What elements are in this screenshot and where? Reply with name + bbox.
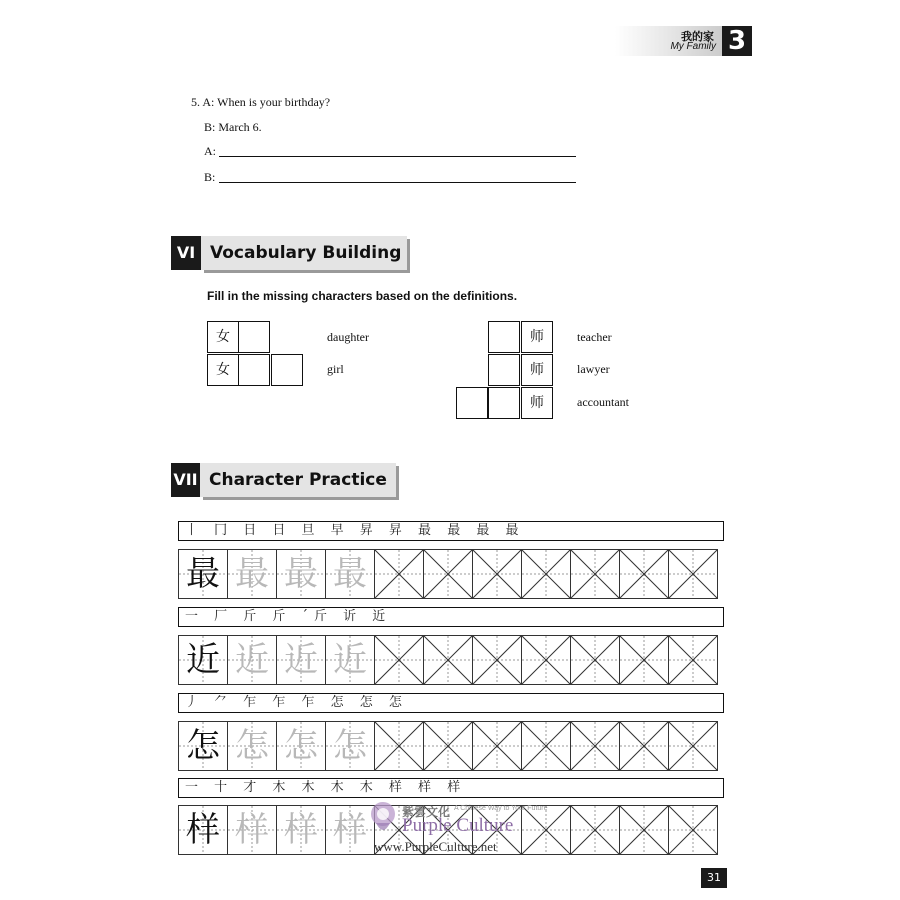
trace-character: 怎 <box>284 726 318 766</box>
trace-character-cell[interactable] <box>325 635 375 685</box>
section-7-header <box>171 463 401 497</box>
chapter-title-en: My Family <box>670 41 716 52</box>
practice-cell[interactable] <box>374 549 424 599</box>
watermark <box>366 795 566 865</box>
vocab-given-char: 女 <box>207 321 239 353</box>
watermark-brand-zh: 紫雲文化 <box>402 805 451 819</box>
model-character: 近 <box>186 640 220 680</box>
question-5-answer: B: March 6. <box>204 120 262 134</box>
trace-character-cell[interactable] <box>325 549 375 599</box>
trace-character-cell[interactable] <box>325 721 375 771</box>
stroke-order-row: 丿 ⺈ 乍 乍 乍 怎 怎 怎 <box>178 693 724 713</box>
vocab-empty-box[interactable] <box>488 387 520 419</box>
vocab-empty-box[interactable] <box>488 354 520 386</box>
practice-cell[interactable] <box>619 805 669 855</box>
blank-b-label: B: <box>204 170 216 184</box>
practice-cell[interactable] <box>668 805 718 855</box>
practice-cell[interactable] <box>472 635 522 685</box>
trace-character: 样 <box>333 810 367 850</box>
trace-character: 怎 <box>235 726 269 766</box>
trace-character-cell[interactable] <box>276 549 326 599</box>
trace-character-cell[interactable] <box>276 805 326 855</box>
vocab-given-char: 师 <box>521 387 553 419</box>
vocab-empty-box[interactable] <box>456 387 488 419</box>
chapter-number: 3 <box>722 26 752 56</box>
practice-cell[interactable] <box>521 549 571 599</box>
practice-cell[interactable] <box>423 721 473 771</box>
practice-grid-row <box>178 549 717 599</box>
practice-cell[interactable] <box>472 721 522 771</box>
watermark-brand: Purple Culture <box>402 815 514 836</box>
vocab-empty-box[interactable] <box>488 321 520 353</box>
practice-cell[interactable] <box>619 635 669 685</box>
vocab-empty-box[interactable] <box>238 354 270 386</box>
trace-character: 样 <box>235 810 269 850</box>
stroke-order-row: 一 十 才 木 木 木 木 样 样 样 <box>178 778 724 798</box>
trace-character: 最 <box>235 554 269 594</box>
trace-character-cell[interactable] <box>276 635 326 685</box>
model-character-cell <box>178 805 228 855</box>
page-number: 31 <box>701 868 727 888</box>
vocab-given-char: 女 <box>207 354 239 386</box>
section-7-number: VII <box>171 463 200 497</box>
trace-character: 样 <box>284 810 318 850</box>
practice-cell[interactable] <box>423 549 473 599</box>
trace-character: 怎 <box>333 726 367 766</box>
practice-cell[interactable] <box>521 721 571 771</box>
trace-character-cell[interactable] <box>227 635 277 685</box>
section-7-title: Character Practice <box>200 463 396 497</box>
section-6-header <box>171 236 411 270</box>
blank-a-label: A: <box>204 144 216 158</box>
vocab-given-char: 师 <box>521 321 553 353</box>
blank-a-line[interactable] <box>219 156 576 157</box>
vocab-given-char: 师 <box>521 354 553 386</box>
stroke-order-row: 一 厂 斤 斤 ˊ斤 䜣 近 <box>178 607 724 627</box>
practice-cell[interactable] <box>619 721 669 771</box>
vocab-definition: daughter <box>327 330 369 344</box>
vocab-definition: girl <box>327 362 344 376</box>
practice-cell[interactable] <box>472 549 522 599</box>
model-character: 怎 <box>186 726 220 766</box>
vocab-definition: lawyer <box>577 362 610 376</box>
practice-grid-row <box>178 721 717 771</box>
practice-cell[interactable] <box>668 721 718 771</box>
section-6-title: Vocabulary Building <box>201 236 407 270</box>
trace-character: 近 <box>333 640 367 680</box>
watermark-url: www.PurpleCulture.net <box>374 839 497 854</box>
model-character: 样 <box>186 810 220 850</box>
section-6-number: VI <box>171 236 201 270</box>
blank-b-line[interactable] <box>219 182 576 183</box>
trace-character: 最 <box>284 554 318 594</box>
trace-character: 近 <box>235 640 269 680</box>
vocab-definition: accountant <box>577 395 629 409</box>
model-character-cell <box>178 635 228 685</box>
trace-character-cell[interactable] <box>227 805 277 855</box>
vocab-definition: teacher <box>577 330 612 344</box>
watermark-tagline: A Chinese Way to Your Future <box>454 805 548 812</box>
trace-character-cell[interactable] <box>227 721 277 771</box>
practice-cell[interactable] <box>668 635 718 685</box>
vocab-empty-box[interactable] <box>238 321 270 353</box>
vocab-empty-box[interactable] <box>271 354 303 386</box>
stroke-order-row: 丨 冂 日 日 旦 早 昇 昇 最 最 最 最 <box>178 521 724 541</box>
model-character-cell <box>178 549 228 599</box>
model-character: 最 <box>186 554 220 594</box>
practice-cell[interactable] <box>521 635 571 685</box>
practice-grid-row <box>178 635 717 685</box>
chapter-tab <box>615 26 752 56</box>
practice-cell[interactable] <box>668 549 718 599</box>
practice-cell[interactable] <box>374 721 424 771</box>
chapter-title-zh: 我的家 <box>681 30 714 43</box>
practice-cell[interactable] <box>570 549 620 599</box>
trace-character: 最 <box>333 554 367 594</box>
practice-cell[interactable] <box>570 635 620 685</box>
practice-cell[interactable] <box>619 549 669 599</box>
trace-character-cell[interactable] <box>227 549 277 599</box>
practice-cell[interactable] <box>570 805 620 855</box>
purple-culture-logo-icon <box>366 799 400 839</box>
practice-cell[interactable] <box>374 635 424 685</box>
instruction-text: Fill in the missing characters based on the definitions. <box>207 289 518 303</box>
trace-character: 近 <box>284 640 318 680</box>
model-character-cell <box>178 721 228 771</box>
practice-cell[interactable] <box>423 635 473 685</box>
trace-character-cell[interactable] <box>276 721 326 771</box>
question-5-prompt: 5. A: When is your birthday? <box>191 95 331 109</box>
practice-cell[interactable] <box>570 721 620 771</box>
